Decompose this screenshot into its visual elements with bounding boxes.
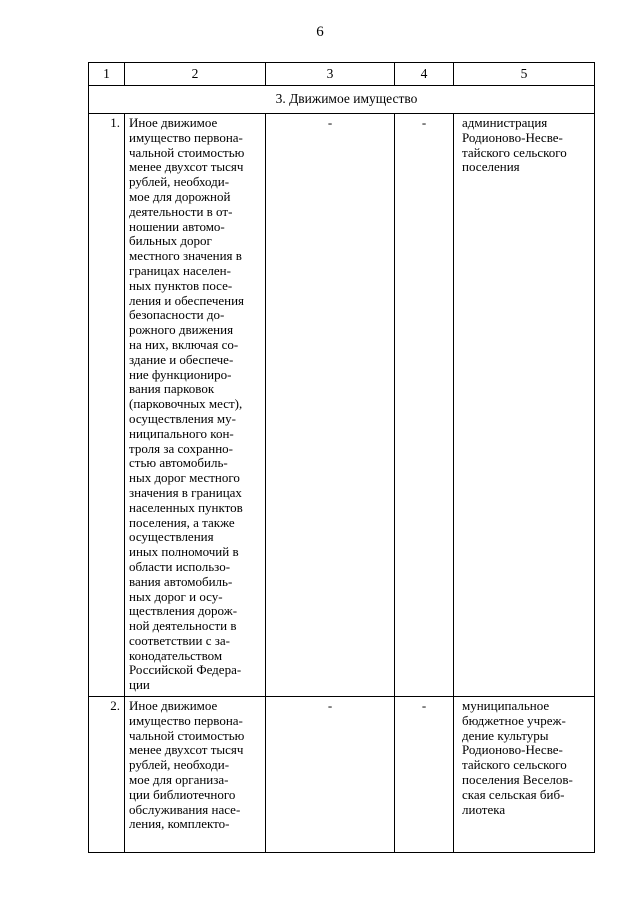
section-title: 3. Движимое имущество	[89, 86, 595, 114]
column-4-value: -	[395, 697, 454, 853]
column-3-value: -	[266, 697, 395, 853]
text-line: деятельности в от-	[129, 203, 233, 219]
column-header-1: 1	[89, 63, 125, 86]
column-header-2: 2	[125, 63, 266, 86]
text-line: тайского сельского	[462, 757, 567, 773]
text-line: местного значения в	[129, 248, 242, 264]
text-line: ции	[129, 677, 150, 693]
text-line: осуществления	[129, 529, 214, 545]
row-number: 1.	[89, 114, 125, 697]
owner-name	[454, 114, 595, 697]
text-line: ной деятельности в	[129, 618, 237, 634]
text-line: Российской Федера-	[129, 662, 242, 678]
column-header-3: 3	[266, 63, 395, 86]
text-line: ции библиотечного	[129, 786, 236, 802]
table-row	[89, 697, 595, 853]
text-line: здание и обеспече-	[129, 351, 234, 367]
text-line: ние функциониро-	[129, 366, 232, 382]
text-line: мое для дорожной	[129, 188, 231, 204]
page-number: 6	[316, 24, 324, 40]
text-line: троля за сохранно-	[129, 440, 233, 456]
table-row	[89, 114, 595, 697]
text-line: населенных пунктов	[129, 499, 243, 515]
text-line: безопасности до-	[129, 307, 225, 323]
text-line: Иное движимое	[129, 698, 218, 714]
text-line: стью автомобиль-	[129, 455, 228, 471]
text-line: администрация	[462, 115, 548, 130]
text-line: Родионово-Несве-	[462, 742, 563, 758]
text-line: мое для организа-	[129, 772, 229, 788]
text-line: бюджетное учреж-	[462, 712, 566, 728]
text-line: лиотека	[462, 801, 506, 817]
text-line: (парковочных мест),	[129, 396, 243, 412]
column-header-4: 4	[395, 63, 454, 86]
text-line: ных дорог местного	[129, 470, 240, 486]
text-line: поселения, а также	[129, 514, 235, 530]
property-table	[88, 62, 595, 853]
text-line: дение культуры	[462, 727, 549, 743]
text-line: ская сельская биб-	[462, 786, 565, 802]
text-line: границах населен-	[129, 262, 231, 278]
text-line: поселения	[462, 159, 520, 175]
text-line: ниципального кон-	[129, 425, 234, 441]
text-line: чальной стоимостью	[129, 727, 245, 743]
text-line: вания парковок	[129, 381, 215, 397]
text-line: осуществления му-	[129, 410, 236, 426]
text-line: ществления дорож-	[129, 603, 238, 619]
text-line: Родионово-Несве-	[462, 129, 563, 145]
text-line: имущество первона-	[129, 712, 243, 728]
text-line: чальной стоимостью	[129, 144, 245, 160]
text-line: ных пунктов посе-	[129, 277, 233, 293]
text-line: муниципальное	[462, 698, 550, 714]
text-line: ношении автомо-	[129, 218, 225, 234]
property-name	[125, 697, 266, 853]
text-line: иных полномочий в	[129, 544, 239, 560]
text-line: рублей, необходи-	[129, 174, 230, 190]
text-line: рублей, необходи-	[129, 757, 230, 773]
text-line: поселения Веселов-	[462, 772, 573, 788]
text-line: имущество первона-	[129, 129, 243, 145]
text-line: обслуживания насе-	[129, 801, 241, 817]
text-line: Иное движимое	[129, 115, 218, 130]
text-line: соответствии с за-	[129, 632, 230, 648]
text-line: ных дорог и осу-	[129, 588, 223, 604]
column-4-value: -	[395, 114, 454, 697]
text-line: на них, включая со-	[129, 336, 239, 352]
row-number: 2.	[89, 697, 125, 853]
section-row	[89, 86, 595, 114]
text-line: ления и обеспечения	[129, 292, 245, 308]
text-line: бильных дорог	[129, 233, 212, 249]
text-line: конодательством	[129, 647, 223, 663]
text-line: вания автомобиль-	[129, 573, 233, 589]
text-line: менее двухсот тысяч	[129, 159, 244, 175]
owner-name	[454, 697, 595, 853]
text-line: менее двухсот тысяч	[129, 742, 244, 758]
table-header-row	[89, 63, 595, 86]
column-header-5: 5	[454, 63, 595, 86]
property-name	[125, 114, 266, 697]
column-3-value: -	[266, 114, 395, 697]
text-line: области использо-	[129, 558, 231, 574]
text-line: тайского сельского	[462, 144, 567, 160]
text-line: ления, комплекто-	[129, 816, 230, 832]
text-line: значения в границах	[129, 484, 242, 500]
text-line: рожного движения	[129, 322, 234, 338]
